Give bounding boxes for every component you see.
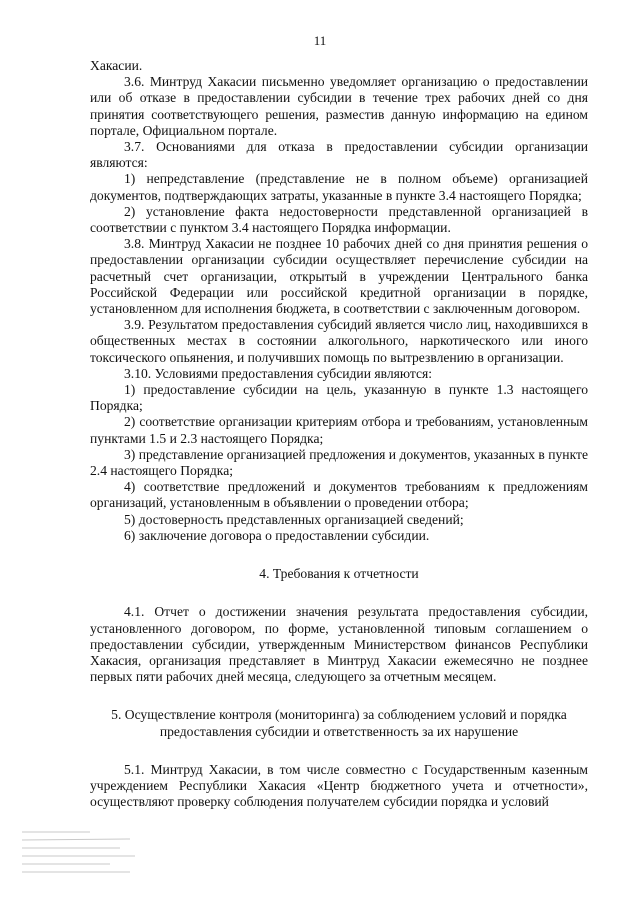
paragraph-3-10: 3.10. Условиями предоставления субсидии являются:	[124, 365, 433, 381]
paragraph-3-10-item-3: 3) представление организацией предложения и документов, указанных в пункте 2.4 настоящего Порядка;	[90, 446, 588, 479]
paragraph-3-8: 3.8. Минтруд Хакасии не позднее 10 рабочих дней со дня принятия решения о предоставлении организации субсидии осуществляет перечисление субсидии на расчетный счет организации, открытый в учреждении Центрального банка Российской Федерации или российской кредитной организации в порядке, установленном для исполнения бюджета, в соответствии с заключенным договором.	[90, 236, 588, 317]
section-heading-5-line-2: предоставления субсидии и ответственность за их нарушение	[159, 723, 519, 739]
paragraph-3-7-item-1: 1) непредставление (представление не в полном объеме) организацией документов, подтверждающих затраты, указанные в пункте 3.4 настоящего Порядка;	[90, 171, 588, 203]
paragraph-3-9: 3.9. Результатом предоставления субсидий является число лиц, находившихся в общественных местах в состоянии алкогольного, наркотического или иного токсического опьянения, и получивших помощь по вытрезвлению в организации.	[90, 317, 588, 365]
paragraph-3-10-item-5: 5) достоверность представленных организацией сведений;	[124, 511, 464, 527]
paragraph-3-10-item-2: 2) соответствие организации критериям отбора и требованиям, установленным пунктами 1.5 и 2.3 настоящего Порядка;	[90, 414, 588, 446]
section-heading-5	[90, 707, 588, 739]
document-body	[90, 58, 588, 810]
section-heading-5-line-1: 5. Осуществление контроля (мониторинга) за соблюдением условий и порядка	[111, 707, 567, 723]
paragraph-continuation: Хакасии.	[90, 58, 143, 73]
paragraph-3-10-item-4: 4) соответствие предложений и документов требованиям к предложениям организаций, установленным в объявлении о проведении отбора;	[90, 479, 588, 511]
paragraph-3-10-item-1: 1) предоставление субсидии на цель, указанную в пункте 1.3 настоящего Порядка;	[90, 382, 588, 414]
paragraph-3-6: 3.6. Минтруд Хакасии письменно уведомляет организацию о предоставлении или об отказе в предоставлении субсидии в течение трех рабочих дней со дня принятия соответствующего решения, разместив данную информацию на едином портале, Официальном портале.	[90, 74, 588, 138]
paragraph-5-1: 5.1. Минтруд Хакасии, в том числе совместно с Государственным казенным учреждением Республики Хакасия «Центр бюджетного учета и отчетности», осуществляют проверку соблюдения получателем субсидии порядка и условий	[90, 761, 588, 810]
paragraph-3-7: 3.7. Основаниями для отказа в предоставлении субсидии организации являются:	[90, 139, 588, 171]
paragraph-3-10-item-6: 6) заключение договора о предоставлении субсидии.	[124, 527, 430, 543]
paragraph-4-1: 4.1. Отчет о достижении значения результата предоставления субсидии, установленного договором, по форме, установленной типовым соглашением о предоставлении субсидии, утвержденным Министерством финансов Республики Хакасия, организация представляет в Минтруд Хакасии ежемесячно не позднее первых пяти рабочих дней месяца, следующего за отчетным месяцем.	[90, 604, 588, 685]
faint-stamp-mark	[20, 826, 140, 876]
paragraph-3-7-item-2: 2) установление факта недостоверности представленной организацией в соответствии с пунктом 3.4 настоящего Порядка информации.	[90, 203, 588, 236]
page-number: 11	[313, 33, 327, 48]
section-heading-4: 4. Требования к отчетности	[259, 566, 419, 582]
